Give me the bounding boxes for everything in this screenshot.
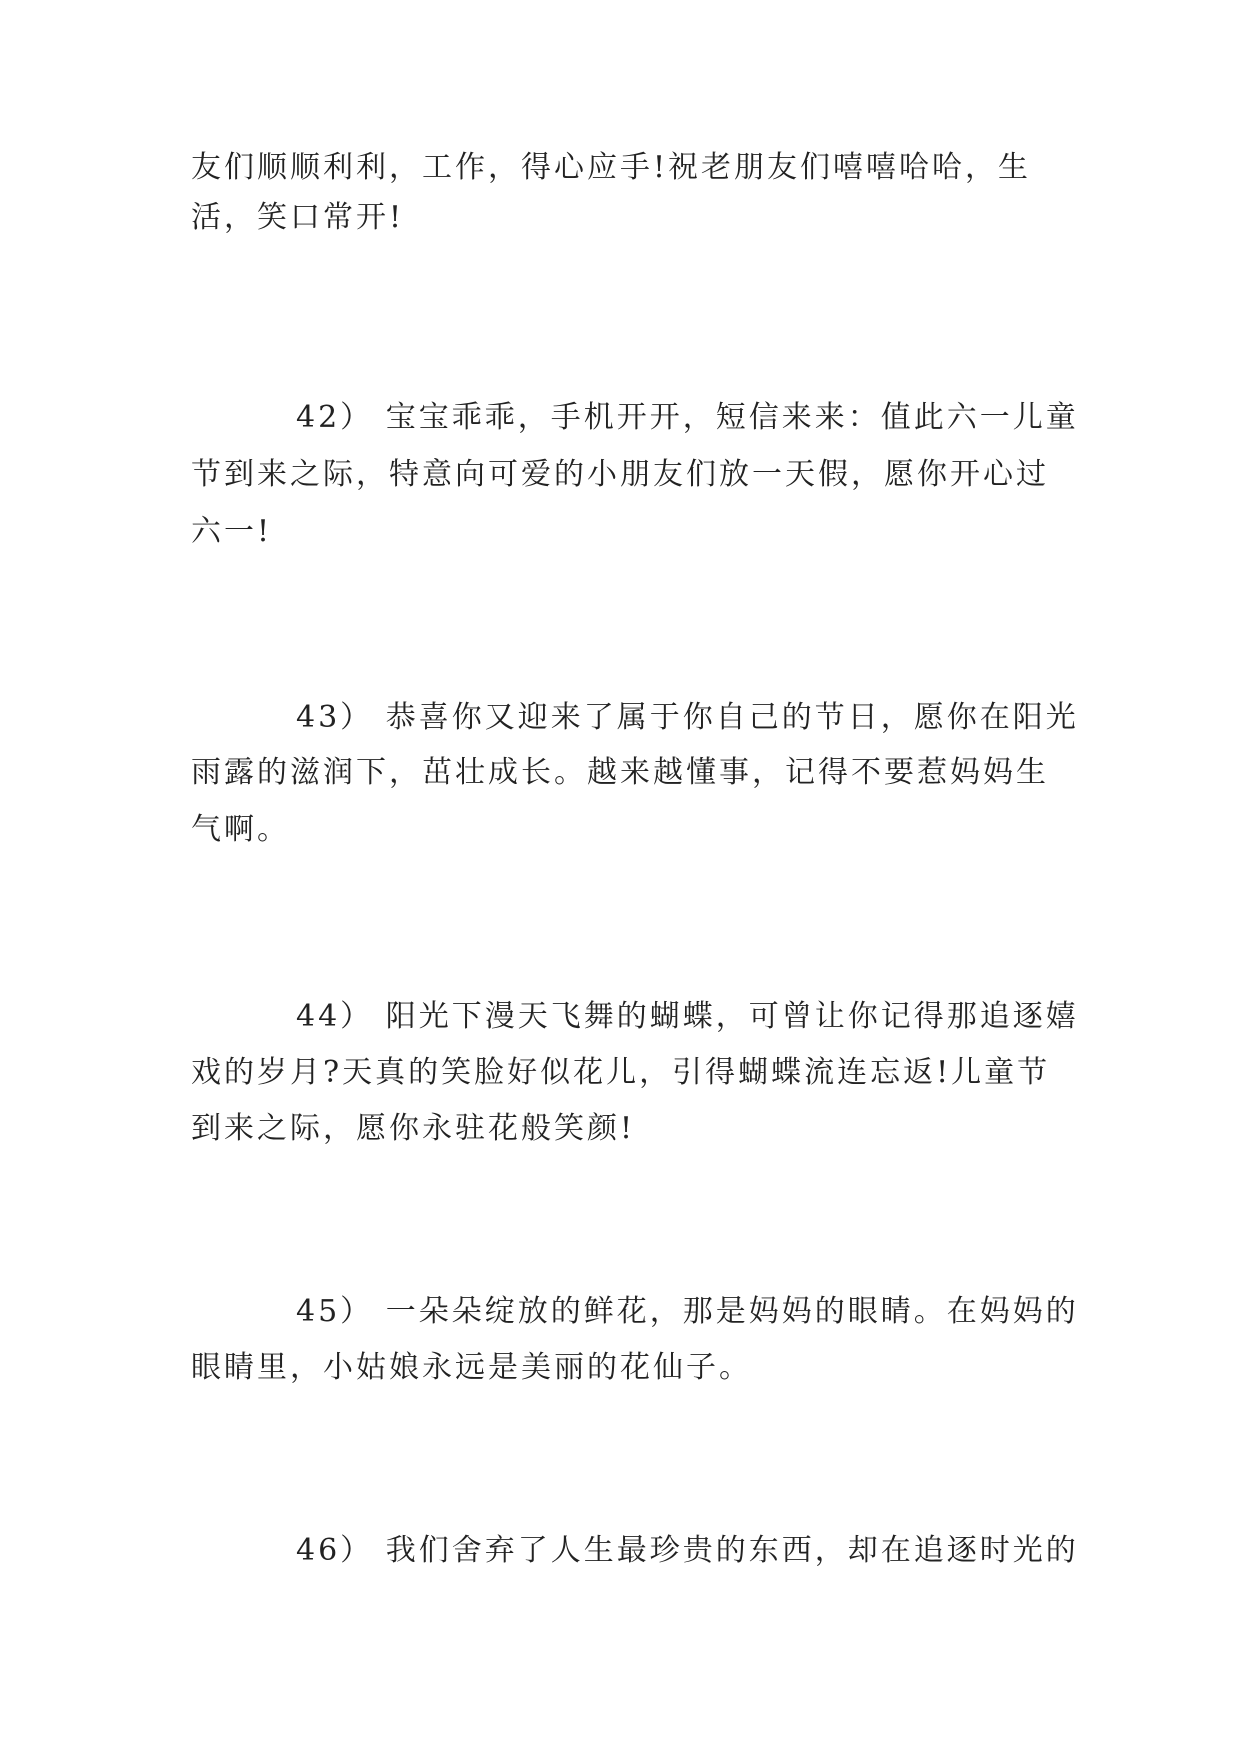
continuation-line-2: 活，笑口常开!: [191, 200, 405, 235]
paragraph-43-line-3: 气啊。: [191, 812, 290, 847]
paragraph-44-line-1: 44） 阳光下漫天飞舞的蝴蝶，可曾让你记得那追逐嬉: [296, 999, 1079, 1034]
paragraph-42-line-1: 42） 宝宝乖乖，手机开开，短信来来：值此六一儿童: [296, 400, 1079, 435]
paragraph-45-line-2: 眼睛里，小姑娘永远是美丽的花仙子。: [191, 1350, 752, 1385]
paragraph-45-line-1: 45） 一朵朵绽放的鲜花，那是妈妈的眼睛。在妈妈的: [296, 1294, 1079, 1329]
paragraph-42-line-2: 节到来之际，特意向可爱的小朋友们放一天假，愿你开心过: [191, 457, 1049, 492]
paragraph-43-line-2: 雨露的滋润下，茁壮成长。越来越懂事，记得不要惹妈妈生: [191, 755, 1049, 790]
paragraph-42-line-3: 六一!: [191, 514, 273, 549]
paragraph-44-line-3: 到来之际，愿你永驻花般笑颜!: [191, 1111, 636, 1146]
continuation-line-1: 友们顺顺利利，工作，得心应手!祝老朋友们嘻嘻哈哈，生: [191, 150, 1032, 185]
paragraph-44-line-2: 戏的岁月?天真的笑脸好似花儿，引得蝴蝶流连忘返!儿童节: [191, 1055, 1051, 1090]
paragraph-43-line-1: 43） 恭喜你又迎来了属于你自己的节日，愿你在阳光: [296, 700, 1079, 735]
paragraph-46-line-1: 46） 我们舍弃了人生最珍贵的东西，却在追逐时光的: [296, 1533, 1079, 1568]
